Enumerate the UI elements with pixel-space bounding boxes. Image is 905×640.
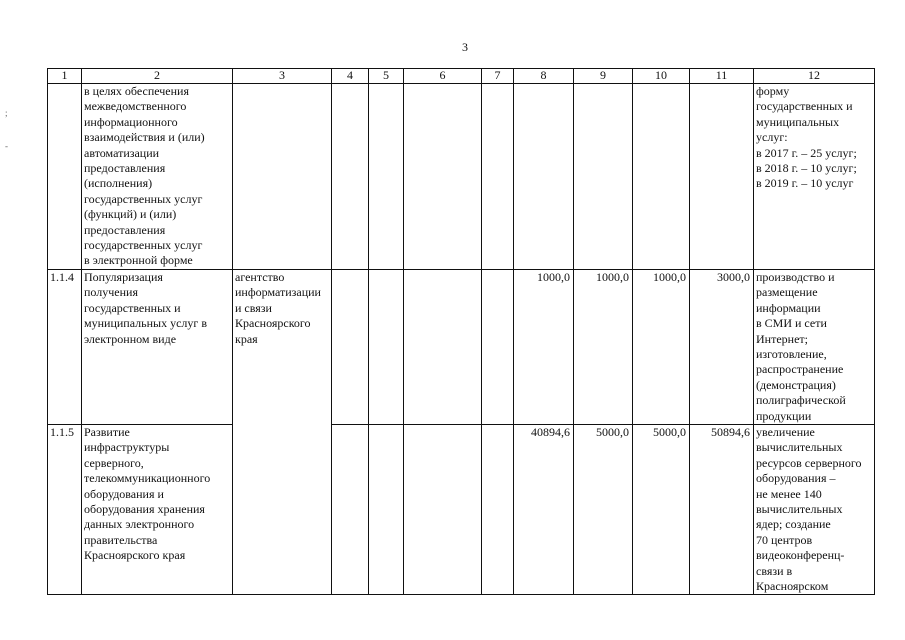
margin-mark: -	[5, 141, 8, 151]
empty-cell	[482, 84, 514, 270]
expected-result-cell: производство и размещение информации в СМИ и сети Интернет; изготовление, распространение (демонстрация) полиграфической продукции	[754, 269, 875, 424]
empty-cell	[332, 424, 369, 594]
row-number-cell: 1.1.5	[48, 424, 82, 594]
empty-cell	[369, 424, 404, 594]
column-header: 2	[82, 69, 233, 84]
column-header: 8	[514, 69, 574, 84]
column-header: 4	[332, 69, 369, 84]
amount-cell: 5000,0	[574, 424, 633, 594]
amount-cell: 1000,0	[514, 269, 574, 424]
empty-cell	[404, 424, 482, 594]
amount-cell	[690, 84, 754, 270]
amount-cell: 5000,0	[633, 424, 690, 594]
column-header: 7	[482, 69, 514, 84]
program-activities-table	[47, 68, 875, 595]
activity-name-cell: в целях обеспечения межведомственного информационного взаимодействия и (или) автоматизации предоставления (исполнения) государственных услуг (функций) и (или) предоставления государственных услуг в электронной форме	[82, 84, 233, 270]
activity-name-cell: Популяризация получения государственных и муниципальных услуг в электронном виде	[82, 269, 233, 424]
row-number-cell: 1.1.4	[48, 269, 82, 424]
empty-cell	[332, 84, 369, 270]
column-header: 10	[633, 69, 690, 84]
empty-cell	[482, 424, 514, 594]
amount-cell	[633, 84, 690, 270]
empty-cell	[369, 84, 404, 270]
amount-cell: 3000,0	[690, 269, 754, 424]
column-header: 11	[690, 69, 754, 84]
table-row	[48, 424, 875, 594]
column-header: 3	[233, 69, 332, 84]
row-number-cell	[48, 84, 82, 270]
activity-name-cell: Развитие инфраструктуры серверного, телекоммуникационного оборудования и оборудования хранения данных электронного правительства Красноярского края	[82, 424, 233, 594]
empty-cell	[482, 269, 514, 424]
margin-mark: ;	[5, 108, 8, 118]
column-header: 5	[369, 69, 404, 84]
column-header: 9	[574, 69, 633, 84]
amount-cell: 50894,6	[690, 424, 754, 594]
amount-cell: 1000,0	[633, 269, 690, 424]
expected-result-cell: увеличение вычислительных ресурсов серверного оборудования – не менее 140 вычислительных ядер; создание 70 центров видеоконференц- связи в Красноярском	[754, 424, 875, 594]
amount-cell: 40894,6	[514, 424, 574, 594]
table-row	[48, 84, 875, 270]
empty-cell	[404, 269, 482, 424]
amount-cell	[574, 84, 633, 270]
column-header: 1	[48, 69, 82, 84]
column-header: 12	[754, 69, 875, 84]
amount-cell: 1000,0	[574, 269, 633, 424]
column-header: 6	[404, 69, 482, 84]
table-row	[48, 269, 875, 424]
expected-result-cell: форму государственных и муниципальных услуг: в 2017 г. – 25 услуг; в 2018 г. – 10 услуг; в 2019 г. – 10 услуг	[754, 84, 875, 270]
amount-cell	[514, 84, 574, 270]
executor-cell: агентство информатизации и связи Красноярского края	[233, 269, 332, 595]
executor-cell	[233, 84, 332, 270]
empty-cell	[369, 269, 404, 424]
empty-cell	[332, 269, 369, 424]
empty-cell	[404, 84, 482, 270]
table-header-row	[48, 69, 875, 84]
page-number: 3	[462, 40, 468, 54]
